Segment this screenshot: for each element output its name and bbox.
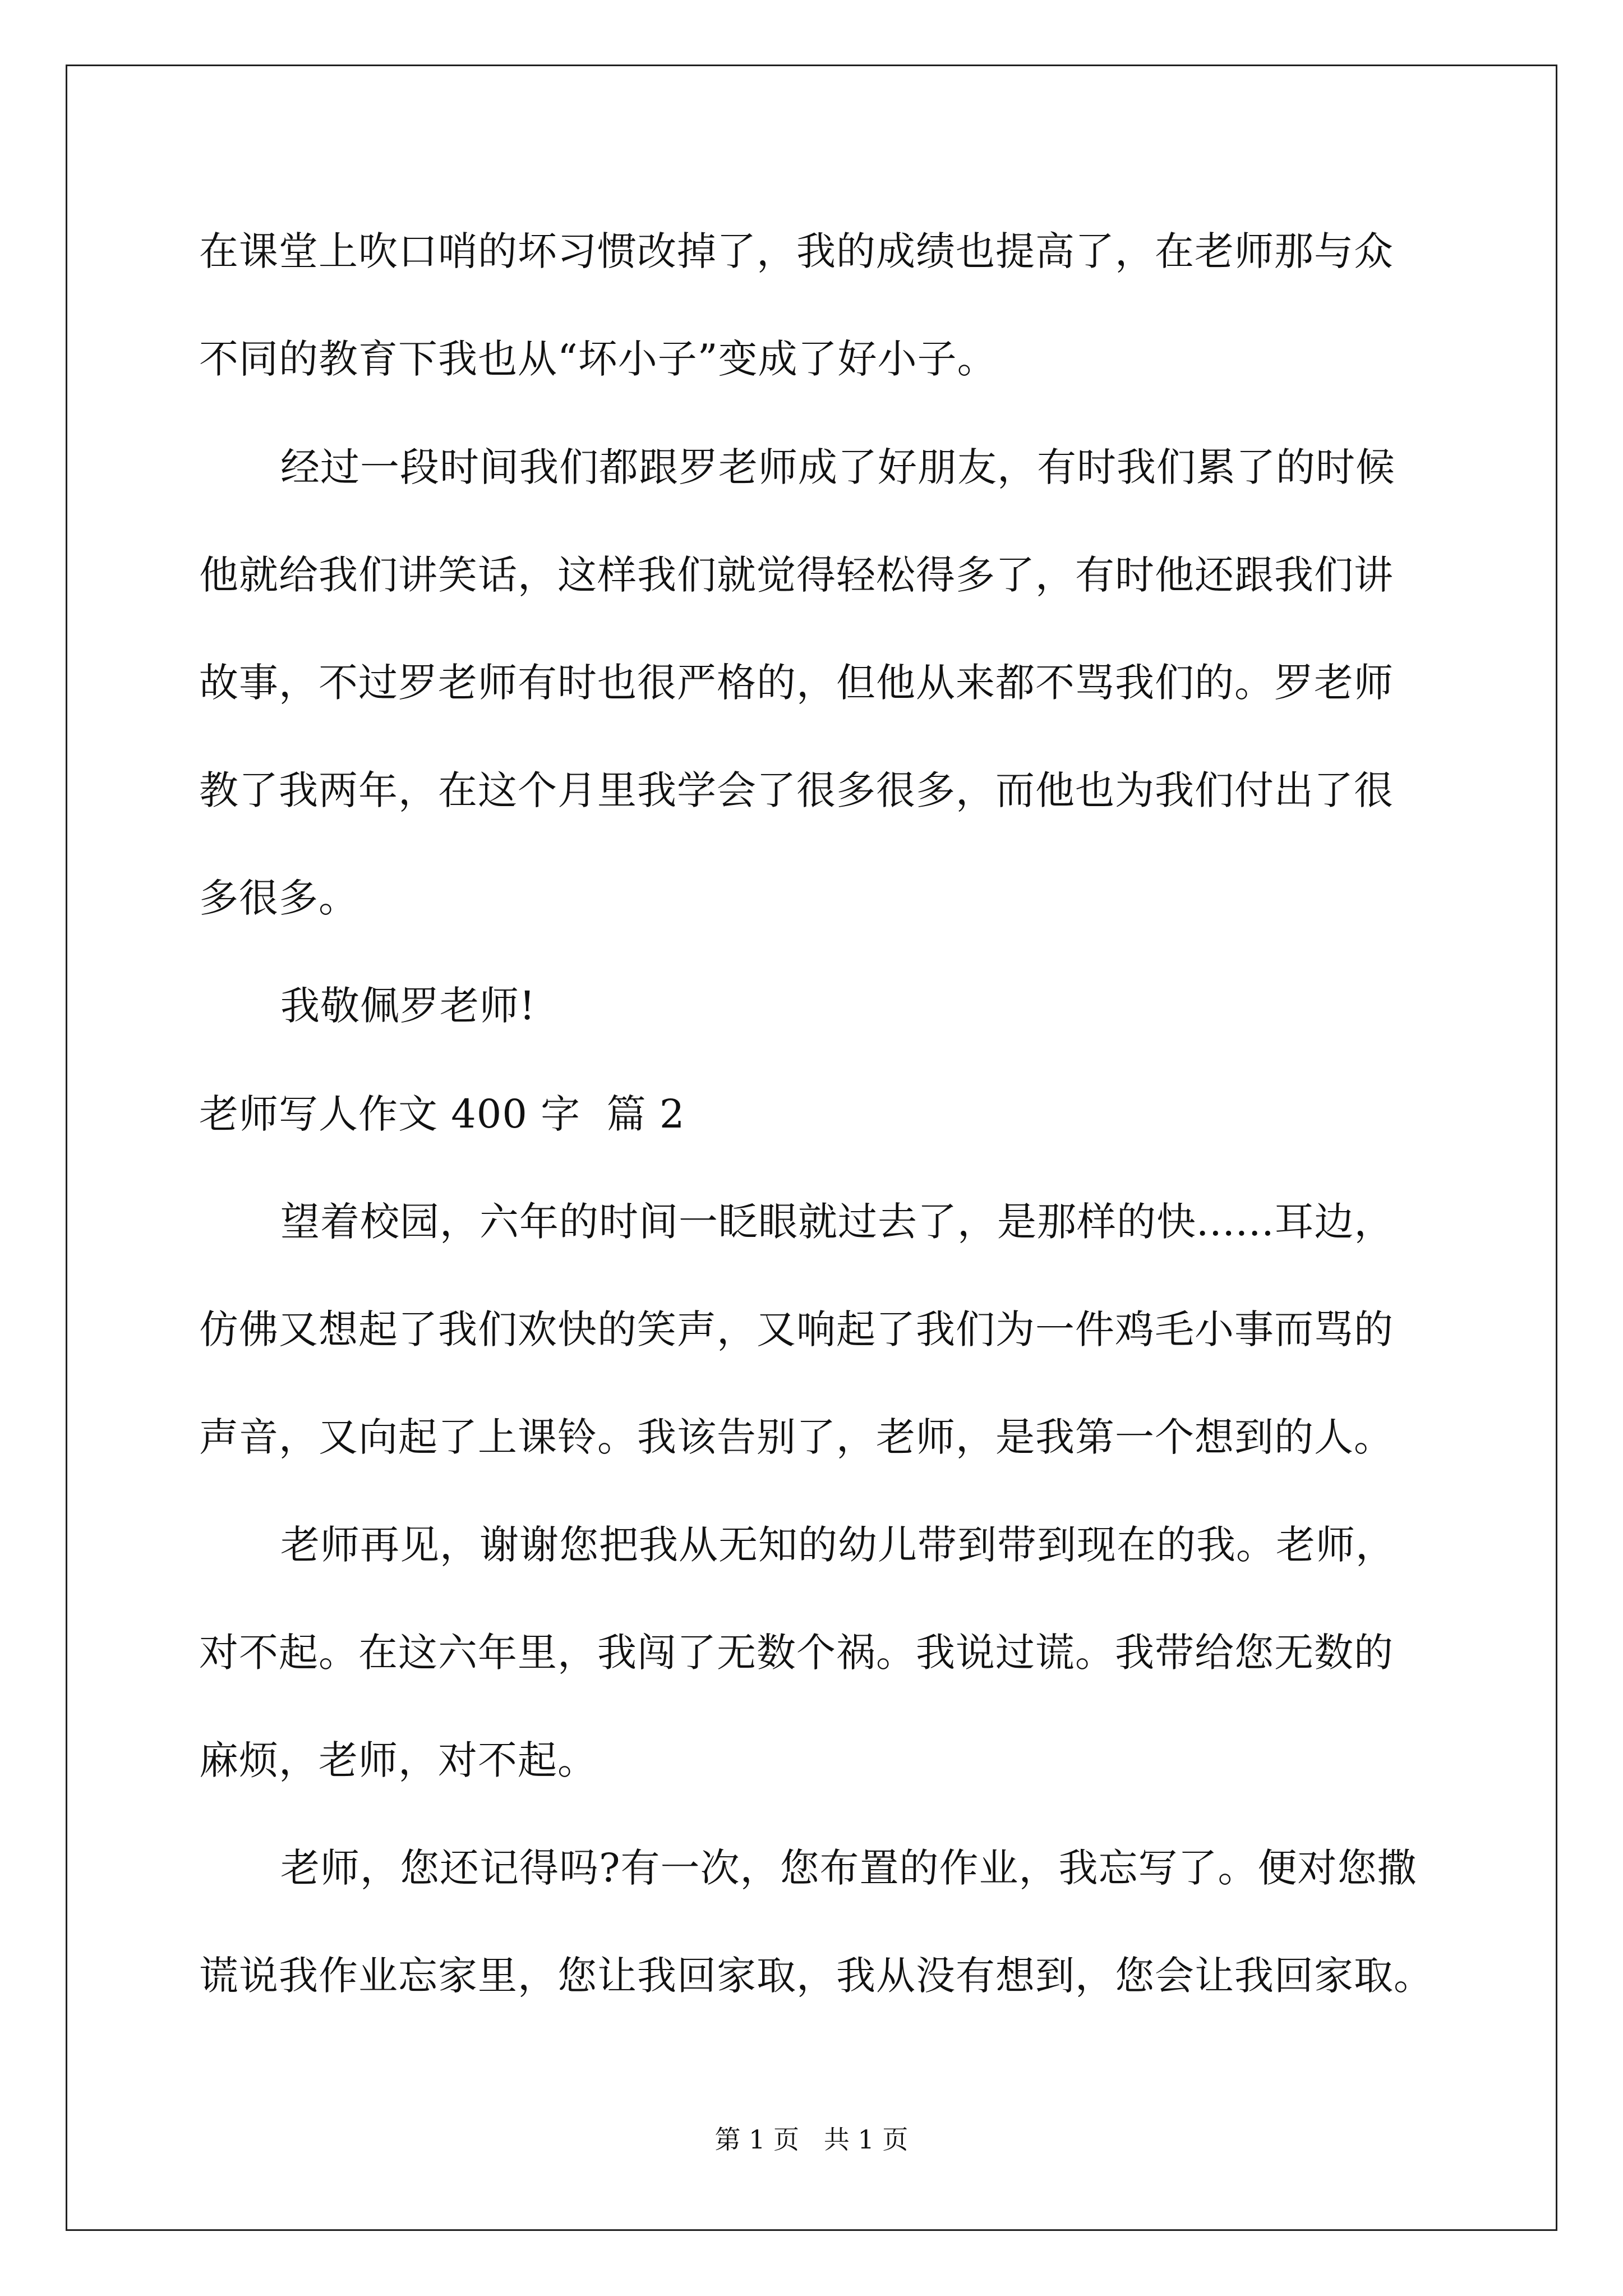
paragraph-start: 我敬佩罗老师! (280, 983, 536, 1029)
text-line: 不同的教育下我也从“坏小子”变成了好小子。 (199, 336, 997, 382)
paragraph-start: 老师再见，谢谢您把我从无知的幼儿带到带到现在的我。老师， (280, 1522, 1395, 1568)
section-heading: 老师写人作文 400 字 篇 2 (199, 1091, 685, 1137)
text-line: 谎说我作业忘家里，您让我回家取，我从没有想到，您会让我回家取。 (199, 1953, 1433, 1999)
paragraph-start: 望着校园，六年的时间一眨眼就过去了，是那样的快......耳边， (280, 1199, 1394, 1245)
text-line: 声音，又向起了上课铃。我该告别了，老师，是我第一个想到的人。 (199, 1414, 1394, 1460)
text-line: 对不起。在这六年里，我闯了无数个祸。我说过谎。我带给您无数的 (199, 1630, 1394, 1676)
text-line: 麻烦，老师，对不起。 (199, 1737, 597, 1783)
text-line: 在课堂上吹口哨的坏习惯改掉了，我的成绩也提高了，在老师那与众 (199, 228, 1394, 274)
text-line: 仿佛又想起了我们欢快的笑声，又响起了我们为一件鸡毛小事而骂的 (199, 1306, 1394, 1352)
paragraph-start: 老师，您还记得吗?有一次，您布置的作业，我忘写了。便对您撒 (280, 1845, 1417, 1891)
text-line: 他就给我们讲笑话，这样我们就觉得轻松得多了，有时他还跟我们讲 (199, 552, 1394, 598)
text-line: 教了我两年，在这个月里我学会了很多很多，而他也为我们付出了很 (199, 767, 1394, 813)
page-border (66, 65, 1557, 2231)
text-line: 多很多。 (199, 875, 358, 921)
page-footer: 第 1 页 共 1 页 (714, 2124, 909, 2155)
paragraph-start: 经过一段时间我们都跟罗老师成了好朋友，有时我们累了的时候 (280, 444, 1395, 490)
text-line: 故事，不过罗老师有时也很严格的，但他从来都不骂我们的。罗老师 (199, 660, 1394, 706)
